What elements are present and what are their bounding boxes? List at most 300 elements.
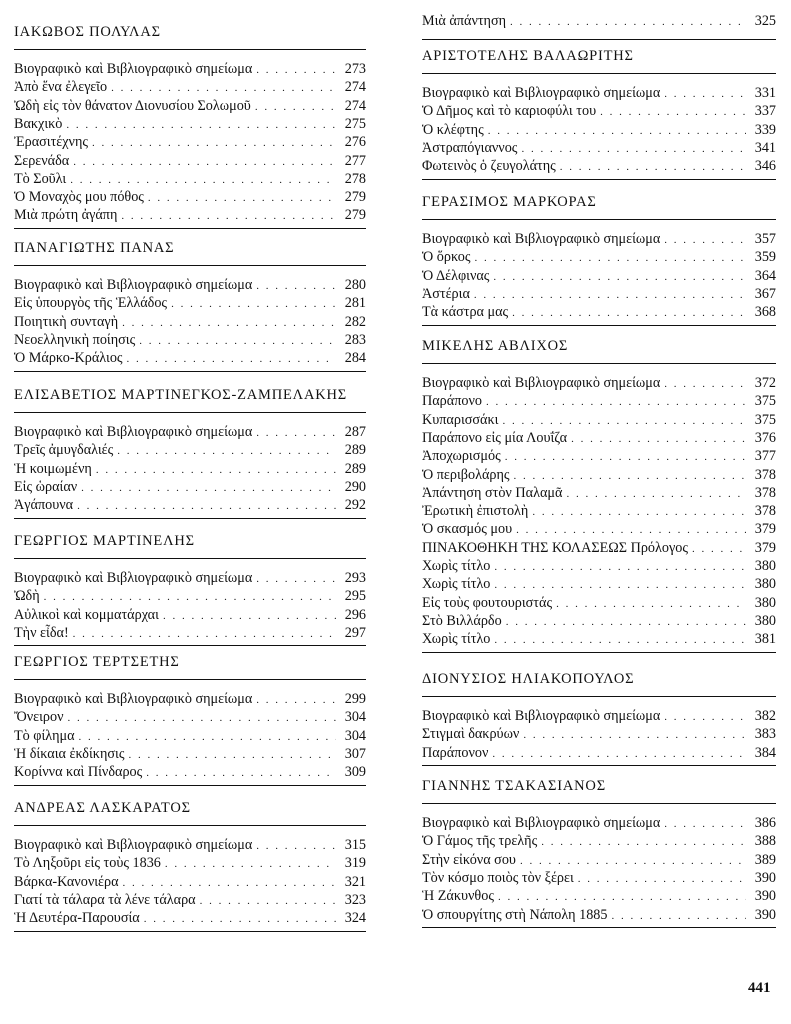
entry-page: 280: [344, 277, 366, 293]
leader-dots: [502, 412, 746, 430]
leader-dots: [256, 424, 336, 442]
entry-page: 309: [344, 764, 366, 781]
leader-dots: [44, 588, 336, 606]
leader-dots: [121, 207, 336, 225]
leader-dots: [514, 467, 746, 485]
toc-entry: [422, 832, 776, 850]
toc-entry: [14, 313, 366, 331]
entry-title: Στὸ Βιλλάρδο: [422, 612, 502, 629]
toc-entry: [422, 447, 776, 465]
rule-line: [14, 785, 366, 786]
leader-dots: [127, 350, 336, 368]
leader-dots: [521, 140, 746, 158]
toc-entry: [422, 814, 776, 832]
leader-dots: [123, 874, 336, 892]
leader-dots: [664, 375, 746, 393]
entry-title: Παράπονο εἰς μία Λουΐζα: [422, 429, 568, 446]
entry-page: 390: [754, 888, 776, 905]
entry-page: 278: [344, 170, 366, 187]
toc-entry: [422, 285, 776, 303]
entry-page: 381: [754, 631, 776, 648]
leader-dots: [532, 503, 746, 521]
entry-page: 375: [754, 393, 776, 410]
toc-entry: [14, 624, 366, 642]
entry-page: 380: [754, 594, 776, 611]
rule-line: [422, 696, 776, 697]
leader-dots: [81, 479, 336, 497]
rule-line: [422, 179, 776, 180]
entry-page: 378: [754, 503, 776, 520]
leader-dots: [96, 461, 336, 479]
toc-entry: [422, 139, 776, 157]
entry-title: Βιογραφικὸ καὶ Βιβλιογραφικὸ σημείωμα: [14, 691, 253, 707]
entry-title: Τὸ Σοῦλι: [14, 170, 67, 187]
toc-entry: [422, 851, 776, 869]
toc-entry: [14, 708, 366, 726]
leader-dots: [256, 837, 336, 855]
entry-page: 290: [344, 478, 366, 495]
entry-title: Τὴν εἶδα!: [14, 624, 69, 641]
entry-page: 337: [754, 103, 776, 120]
entry-title: Ἀγάπουνα: [14, 497, 74, 514]
entry-title: Κυπαρισσάκι: [422, 411, 499, 428]
rule-line: [422, 803, 776, 804]
entry-title: Βιογραφικὸ καὶ Βιβλιογραφικὸ σημείωμα: [14, 837, 253, 853]
leader-dots: [122, 314, 336, 332]
entry-page: 331: [754, 85, 776, 101]
toc-entry: [14, 727, 366, 745]
entry-page: 304: [344, 709, 366, 726]
entry-title: Χωρὶς τίτλο: [422, 558, 491, 574]
author-heading: ΑΡΙΣΤΟΤΕΛΗΣ ΒΑΛΑΩΡΙΤΗΣ: [422, 48, 634, 64]
toc-entry: [422, 484, 776, 502]
entry-title: Κορίννα καὶ Πίνδαρος: [14, 764, 143, 781]
entry-title: Νεοελληνικὴ ποίησις: [14, 331, 136, 348]
entry-page: 307: [344, 745, 366, 762]
toc-entry: [14, 78, 366, 96]
leader-dots: [128, 746, 336, 764]
rule-line: [422, 363, 776, 364]
entry-title: Βιογραφικὸ καὶ Βιβλιογραφικὸ σημείωμα: [14, 570, 253, 586]
entry-title: Ὠδὴ: [14, 588, 40, 605]
leader-dots: [111, 79, 336, 97]
entry-page: 296: [344, 606, 366, 623]
leader-dots: [475, 249, 747, 267]
entry-page: 292: [344, 497, 366, 514]
entry-page: 281: [344, 295, 366, 312]
toc-entry: [422, 707, 776, 725]
entry-title: Ἐρασιτέχνης: [14, 134, 88, 151]
entry-page: 293: [344, 570, 366, 586]
toc-entry: [422, 230, 776, 248]
entry-title: Βιογραφικὸ καὶ Βιβλιογραφικὸ σημείωμα: [14, 61, 253, 77]
leader-dots: [571, 430, 746, 448]
entry-page: 297: [344, 624, 366, 641]
leader-dots: [73, 625, 336, 643]
leader-dots: [664, 708, 746, 726]
entry-title: Ἡ δίκαια ἐκδίκησις: [14, 745, 125, 762]
entry-page: 319: [344, 855, 366, 872]
entry-title: Ὠδὴ εἰς τὸν θάνατον Διονυσίου Σολωμοῦ: [14, 97, 251, 114]
author-heading: ΓΕΩΡΓΙΟΣ ΤΕΡΤΣΕΤΗΣ: [14, 654, 180, 670]
entry-title: Ὁ περιβολάρης: [422, 466, 510, 483]
leader-dots: [488, 122, 746, 140]
author-heading: ΓΙΑΝΝΗΣ ΤΣΑΚΑΣΙΑΝΟΣ: [422, 778, 606, 794]
entry-page: 368: [754, 304, 776, 321]
entry-title: Τὸ φίλημα: [14, 727, 75, 744]
entry-page: 324: [344, 910, 366, 927]
entry-page: 390: [754, 906, 776, 923]
leader-dots: [171, 295, 336, 313]
toc-entry: [14, 170, 366, 188]
leader-dots: [144, 910, 336, 928]
toc-entry: [422, 744, 776, 762]
entry-title: Παράπονον: [422, 744, 489, 761]
toc-entry: [422, 374, 776, 392]
entry-title: Ἐρωτικὴ ἐπιστολὴ: [422, 503, 529, 520]
leader-dots: [494, 558, 746, 576]
leader-dots: [600, 103, 746, 121]
entry-title: Ὁ κλέφτης: [422, 121, 484, 138]
toc-entry: [422, 121, 776, 139]
entry-page: 389: [754, 851, 776, 868]
entry-page: 386: [754, 815, 776, 831]
entry-page: 283: [344, 331, 366, 348]
rule-line: [422, 652, 776, 653]
toc-entry: [422, 84, 776, 102]
toc-entry: [422, 869, 776, 887]
entry-title: Ἀστέρια: [422, 285, 470, 302]
entry-page: 380: [754, 558, 776, 574]
entry-title: Τὸ Ληξοῦρι εἰς τοὺς 1836: [14, 855, 161, 872]
rule-line: [14, 645, 366, 646]
entry-page: 284: [344, 350, 366, 367]
toc-entry: [14, 569, 366, 587]
entry-title: Τρεῖς ἀμυγδαλιές: [14, 442, 114, 459]
entry-page: 279: [344, 207, 366, 224]
entry-title: Ὁ Δῆμος καὶ τὸ καριοφύλι του: [422, 103, 597, 120]
toc-entry: [422, 594, 776, 612]
leader-dots: [68, 709, 336, 727]
entry-page: 346: [754, 158, 776, 175]
rule-line: [422, 73, 776, 74]
entry-page: 376: [754, 429, 776, 446]
toc-entry: [14, 854, 366, 872]
entry-page: 384: [754, 744, 776, 761]
rule-line: [14, 412, 366, 413]
entry-page: 274: [344, 79, 366, 96]
leader-dots: [494, 631, 746, 649]
toc-entry: [422, 392, 776, 410]
entry-title: Ὄνειρον: [14, 709, 64, 726]
toc-entry: [14, 690, 366, 708]
toc-entry: [14, 115, 366, 133]
rule-line: [14, 679, 366, 680]
rule-line: [422, 765, 776, 766]
entry-title: Ὁ Γάμος τῆς τρελῆς: [422, 833, 538, 850]
entry-title: Ὁ ὅρκος: [422, 249, 471, 266]
entry-title: Ὁ σκασμός μου: [422, 521, 513, 538]
entry-page: 289: [344, 460, 366, 477]
leader-dots: [256, 277, 336, 295]
entry-title: Χωρὶς τίτλο: [422, 631, 491, 648]
leader-dots: [556, 595, 746, 613]
entry-title: Ἡ Ζάκυνθος: [422, 888, 494, 905]
toc-entry: [14, 206, 366, 224]
toc-entry: [422, 906, 776, 924]
toc-entry: [422, 557, 776, 575]
rule-line: [14, 265, 366, 266]
entry-title: Ὁ Μοναχὸς μου πόθος: [14, 189, 144, 206]
author-heading: ΙΑΚΩΒΟΣ ΠΟΛΥΛΑΣ: [14, 24, 161, 40]
rule-line: [422, 219, 776, 220]
rule-line: [14, 518, 366, 519]
entry-page: 359: [754, 249, 776, 266]
leader-dots: [566, 485, 746, 503]
toc-entry: [422, 466, 776, 484]
toc-entry: [14, 909, 366, 927]
entry-title: Τὰ κάστρα μας: [422, 304, 509, 321]
entry-page: 378: [754, 466, 776, 483]
toc-entry: [14, 441, 366, 459]
rule-line: [14, 228, 366, 229]
entry-page: 375: [754, 411, 776, 428]
leader-dots: [200, 892, 336, 910]
entry-title: Βιογραφικὸ καὶ Βιβλιογραφικὸ σημείωμα: [422, 815, 661, 831]
entry-page: 377: [754, 448, 776, 465]
toc-entry: [14, 60, 366, 78]
entry-page: 339: [754, 121, 776, 138]
toc-entry: [14, 331, 366, 349]
toc-entry: [422, 630, 776, 648]
entry-page: 341: [754, 139, 776, 156]
rule-line: [14, 49, 366, 50]
leader-dots: [256, 61, 336, 79]
entry-page: 323: [344, 891, 366, 908]
toc-entry: [14, 891, 366, 909]
entry-title: Εἰς τοὺς φουτουριστάς: [422, 594, 553, 611]
leader-dots: [612, 907, 747, 925]
entry-title: Ποιητικὴ συνταγὴ: [14, 313, 119, 330]
toc-entry: [422, 12, 776, 30]
toc-entry: [422, 575, 776, 593]
leader-dots: [146, 764, 336, 782]
entry-title: Ἡ κοιμωμένη: [14, 460, 92, 477]
toc-entry: [14, 745, 366, 763]
entry-page: 315: [344, 837, 366, 853]
toc-entry: [422, 248, 776, 266]
toc-entry: [422, 887, 776, 905]
toc-entry: [422, 520, 776, 538]
entry-title: Σερενάδα: [14, 152, 70, 169]
rule-line: [14, 558, 366, 559]
entry-page: 321: [344, 873, 366, 890]
leader-dots: [505, 448, 746, 466]
entry-title: ΠΙΝΑΚΟΘΗΚΗ ΤΗΣ ΚΟΛΑΣΕΩΣ Πρόλογος: [422, 539, 688, 556]
entry-title: Ἀστραπόγιαννος: [422, 139, 518, 156]
author-heading: ΑΝΔΡΕΑΣ ΛΑΣΚΑΡΑΤΟΣ: [14, 800, 191, 816]
toc-entry: [14, 496, 366, 514]
leader-dots: [510, 13, 746, 31]
leader-dots: [77, 497, 336, 515]
leader-dots: [692, 540, 746, 558]
entry-page: 382: [754, 708, 776, 724]
entry-page: 379: [754, 539, 776, 556]
toc-entry: [14, 188, 366, 206]
leader-dots: [512, 304, 746, 322]
toc-entry: [14, 294, 366, 312]
leader-dots: [139, 332, 336, 350]
leader-dots: [516, 521, 746, 539]
entry-page: 287: [344, 424, 366, 440]
toc-entry: [14, 349, 366, 367]
entry-title: Μιὰ πρώτη ἀγάπη: [14, 207, 118, 224]
leader-dots: [70, 171, 336, 189]
toc-entry: [422, 539, 776, 557]
entry-title: Τὸν κόσμο ποιὸς τὸν ξέρει: [422, 869, 574, 886]
toc-entry: [14, 152, 366, 170]
entry-title: Χωρὶς τίτλο: [422, 576, 491, 593]
entry-page: 372: [754, 375, 776, 391]
toc-entry: [14, 606, 366, 624]
entry-page: 295: [344, 588, 366, 605]
entry-title: Ὁ Μάρκο-Κράλιος: [14, 350, 123, 367]
leader-dots: [492, 745, 746, 763]
toc-entry: [422, 411, 776, 429]
toc-entry: [422, 502, 776, 520]
leader-dots: [79, 728, 336, 746]
entry-page: 364: [754, 267, 776, 284]
author-heading: ΓΕΩΡΓΙΟΣ ΜΑΡΤΙΝΕΛΗΣ: [14, 533, 195, 549]
toc-entry: [422, 102, 776, 120]
toc-entry: [422, 303, 776, 321]
entry-title: Βιογραφικὸ καὶ Βιβλιογραφικὸ σημείωμα: [422, 231, 661, 247]
entry-page: 390: [754, 869, 776, 886]
entry-page: 282: [344, 313, 366, 330]
entry-title: Μιὰ ἀπάντηση: [422, 13, 507, 29]
entry-title: Ἀπὸ ἕνα ἐλεγεῖο: [14, 79, 108, 96]
toc-entry: [14, 763, 366, 781]
toc-entry: [422, 612, 776, 630]
leader-dots: [66, 116, 336, 134]
leader-dots: [92, 134, 336, 152]
entry-page: 388: [754, 833, 776, 850]
entry-title: Βιογραφικὸ καὶ Βιβλιογραφικὸ σημείωμα: [14, 277, 253, 293]
leader-dots: [498, 888, 746, 906]
leader-dots: [255, 98, 336, 116]
rule-line: [422, 39, 776, 40]
leader-dots: [493, 268, 746, 286]
entry-page: 378: [754, 484, 776, 501]
entry-page: 380: [754, 612, 776, 629]
rule-line: [14, 825, 366, 826]
toc-entry: [422, 157, 776, 175]
entry-title: Στιγμαὶ δακρύων: [422, 726, 520, 743]
entry-title: Φωτεινὸς ὁ ζευγολάτης: [422, 158, 556, 175]
entry-title: Βιογραφικὸ καὶ Βιβλιογραφικὸ σημείωμα: [422, 375, 661, 391]
author-heading: ΓΕΡΑΣΙΜΟΣ ΜΑΡΚΟΡΑΣ: [422, 194, 597, 210]
toc-entry: [14, 133, 366, 151]
leader-dots: [73, 153, 336, 171]
leader-dots: [664, 231, 746, 249]
author-heading: ΠΑΝΑΓΙΩΤΗΣ ΠΑΝΑΣ: [14, 240, 175, 256]
entry-title: Ὁ σπουργίτης στὴ Νάπολη 1885: [422, 906, 608, 923]
entry-page: 276: [344, 134, 366, 151]
toc-entry: [14, 836, 366, 854]
toc-entry: [422, 267, 776, 285]
leader-dots: [520, 852, 746, 870]
entry-page: 367: [754, 285, 776, 302]
page-number: 441: [748, 980, 771, 996]
toc-entry: [14, 587, 366, 605]
entry-page: 379: [754, 521, 776, 538]
toc-entry: [14, 276, 366, 294]
entry-page: 304: [344, 727, 366, 744]
leader-dots: [163, 607, 336, 625]
entry-page: 273: [344, 61, 366, 77]
leader-dots: [256, 570, 336, 588]
entry-title: Γιατί τὰ τάλαρα τὰ λένε τάλαρα: [14, 891, 196, 908]
toc-entry: [422, 429, 776, 447]
author-heading: ΔΙΟΝΥΣΙΟΣ ΗΛΙΑΚΟΠΟΥΛΟΣ: [422, 671, 635, 687]
entry-page: 383: [754, 726, 776, 743]
leader-dots: [578, 870, 746, 888]
entry-page: 274: [344, 97, 366, 114]
entry-page: 275: [344, 115, 366, 132]
rule-line: [422, 927, 776, 928]
leader-dots: [664, 85, 746, 103]
entry-title: Στὴν εἰκόνα σου: [422, 851, 516, 868]
leader-dots: [494, 576, 746, 594]
entry-page: 299: [344, 691, 366, 707]
entry-title: Αὐλικοὶ καὶ κομματάρχαι: [14, 606, 159, 623]
author-heading: ΜΙΚΕΛΗΣ ΑΒΛΙΧΟΣ: [422, 338, 569, 354]
entry-title: Ἀπάντηση στὸν Παλαμᾶ: [422, 484, 563, 501]
leader-dots: [523, 726, 746, 744]
rule-line: [422, 325, 776, 326]
leader-dots: [474, 286, 746, 304]
entry-title: Βακχικὸ: [14, 115, 63, 132]
rule-line: [14, 371, 366, 372]
entry-page: 289: [344, 442, 366, 459]
entry-title: Ἀποχωρισμός: [422, 448, 501, 465]
entry-page: 279: [344, 189, 366, 206]
entry-title: Βιογραφικὸ καὶ Βιβλιογραφικὸ σημείωμα: [422, 85, 661, 101]
entry-title: Ὁ Δέλφινας: [422, 267, 490, 284]
entry-title: Ἡ Δευτέρα-Παρουσία: [14, 910, 140, 927]
toc-entry: [14, 873, 366, 891]
entry-page: 357: [754, 231, 776, 247]
toc-entry: [14, 478, 366, 496]
entry-title: Παράπονο: [422, 393, 482, 410]
entry-page: 325: [754, 13, 776, 29]
entry-title: Βιογραφικὸ καὶ Βιβλιογραφικὸ σημείωμα: [422, 708, 661, 724]
leader-dots: [506, 613, 746, 631]
leader-dots: [541, 833, 746, 851]
toc-entry: [14, 423, 366, 441]
leader-dots: [148, 189, 336, 207]
entry-title: Εἰς ὑπουργὸς τῆς Ἑλλάδος: [14, 295, 168, 312]
author-heading: ΕΛΙΣΑΒΕΤΙΟΣ ΜΑΡΤΙΝΕΓΚΟΣ-ΖΑΜΠΕΛΑΚΗΣ: [14, 387, 348, 403]
entry-page: 277: [344, 152, 366, 169]
toc-entry: [422, 725, 776, 743]
leader-dots: [165, 855, 336, 873]
rule-line: [14, 931, 366, 932]
entry-page: 380: [754, 576, 776, 593]
entry-title: Βιογραφικὸ καὶ Βιβλιογραφικὸ σημείωμα: [14, 424, 253, 440]
entry-title: Βάρκα-Κανονιέρα: [14, 873, 119, 890]
leader-dots: [117, 442, 336, 460]
